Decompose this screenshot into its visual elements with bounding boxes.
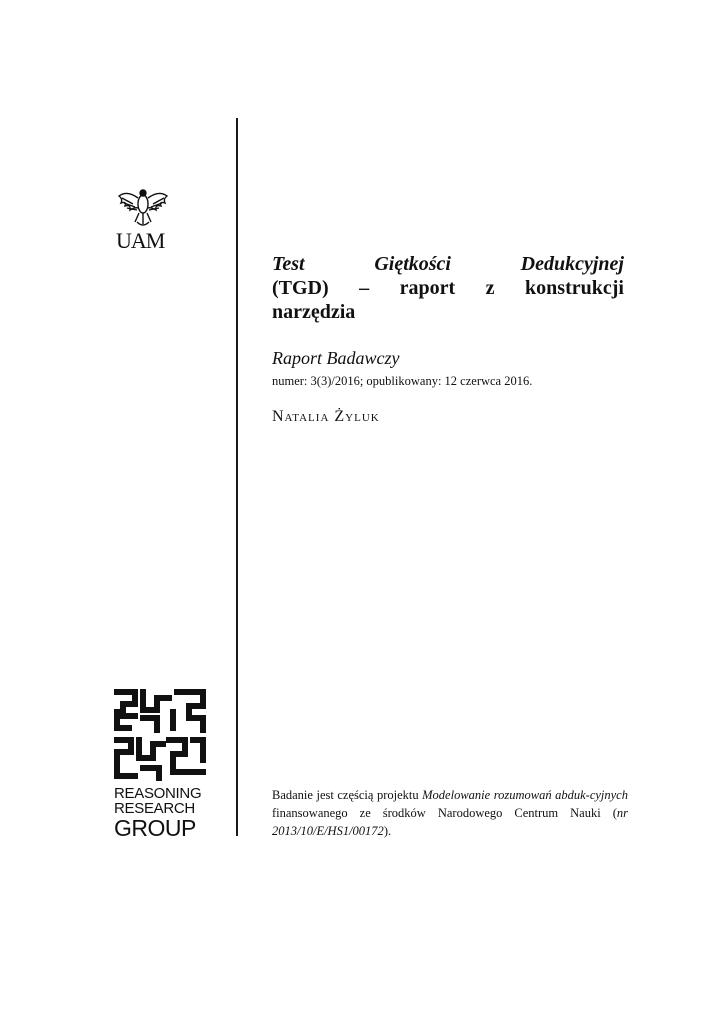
reasoning-research-group-logo-icon [113,688,208,783]
title-word: Giętkości [374,253,451,275]
rrg-text-line: REASONING [114,785,202,802]
report-title [272,252,624,324]
publication-meta: numer: 3(3)/2016; opublikowany: 12 czerwca 2016. [272,374,533,388]
title-line-2 [272,276,624,300]
reasoning-research-group-logo-text [114,786,214,840]
title-word: Test [272,253,305,275]
funding-note [272,786,628,840]
title-word: (TGD) [272,277,329,299]
title-word: konstrukcji [525,277,624,299]
report-type: Raport Badawczy [272,348,400,368]
vertical-divider [236,118,238,836]
uam-logo-text: UAM [116,228,165,253]
project-title: Modelowanie rozumowań abduk-cyjnych [422,788,628,802]
author-name: Natalia Żyluk [272,408,380,425]
title-word: raport [399,277,456,299]
title-word: Dedukcyjnej [520,253,624,275]
rrg-text-line: GROUP [114,815,196,841]
funding-text: ). [383,824,392,838]
funding-text: Badanie jest częścią projektu [272,788,423,802]
title-word: z [485,277,495,299]
grant-number: nr 2013/10/E/HS1/00172 [272,806,628,838]
title-word: – [359,277,370,299]
title-line-1 [272,252,624,276]
title-line-3: narzędzia [272,301,356,323]
funding-text: finansowanego ze środków Narodowego Centrum Nauki ( [272,806,617,820]
rrg-text-line: RESEARCH [114,800,195,817]
